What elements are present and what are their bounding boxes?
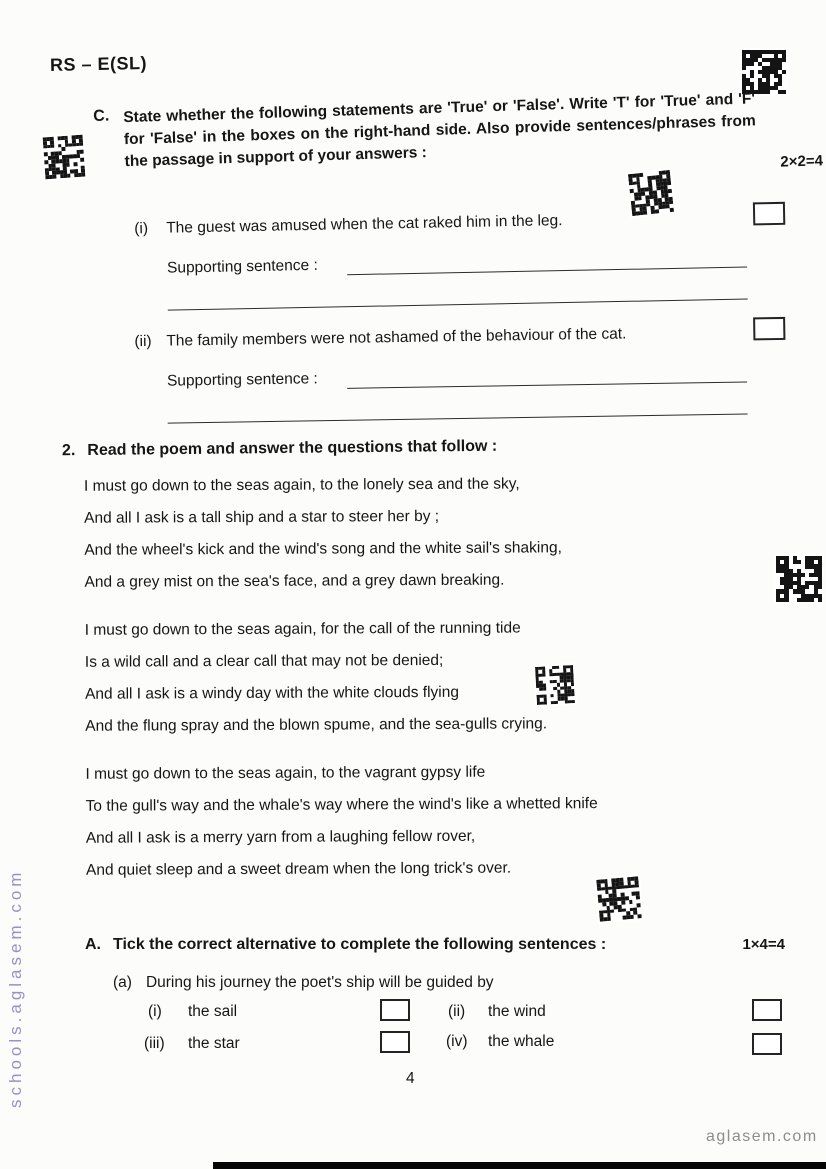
question-2-instruction: Read the poem and answer the questions that follow : bbox=[87, 437, 498, 460]
option-iv-text: the whale bbox=[488, 1033, 555, 1050]
supporting-sentence-label-ii: Supporting sentence : bbox=[166, 370, 318, 390]
poem bbox=[84, 474, 766, 894]
qr-code-icon bbox=[776, 556, 822, 602]
poem-line: And all I ask is a merry yarn from a laughing fellow rover, bbox=[85, 827, 476, 847]
poem-line: I must go down to the seas again, to the vagrant gypsy life bbox=[85, 763, 486, 783]
poem-line: And the flung spray and the blown spume, and the sea-gulls crying. bbox=[85, 715, 548, 735]
poem-line: And the wheel's kick and the wind's song and the white sail's shaking, bbox=[84, 539, 562, 559]
option-iv-tick-box[interactable] bbox=[752, 1033, 782, 1055]
poem-line: I must go down to the seas again, to the lonely sea and the sky, bbox=[83, 475, 520, 495]
option-i-text: the sail bbox=[188, 1003, 238, 1020]
watermark-schools-aglasem: schools.aglasem.com bbox=[6, 868, 25, 1108]
poem-stanza-2 bbox=[85, 618, 766, 736]
sub-question-text: During his journey the poet's ship will be guided by bbox=[145, 974, 494, 991]
poem-stanza-3 bbox=[85, 762, 766, 880]
question-a-label: A. bbox=[85, 936, 101, 953]
true-false-box-ii[interactable] bbox=[753, 317, 785, 340]
option-ii-text: the wind bbox=[488, 1003, 546, 1020]
watermark-aglasem: aglasem.com bbox=[706, 1128, 818, 1145]
paper-code: RS – E(SL) bbox=[49, 52, 148, 76]
statement-item-i bbox=[134, 208, 791, 321]
option-iv-label: (iv) bbox=[446, 1033, 468, 1050]
option-i-tick-box[interactable] bbox=[380, 999, 410, 1021]
scan-edge-bar bbox=[213, 1162, 826, 1169]
option-iii-tick-box[interactable] bbox=[380, 1031, 410, 1053]
answer-line[interactable] bbox=[167, 400, 747, 424]
option-ii-tick-box[interactable] bbox=[752, 999, 782, 1021]
question-2-header bbox=[62, 438, 497, 461]
sub-question-label: (a) bbox=[113, 974, 132, 991]
poem-stanza-1 bbox=[84, 474, 765, 592]
qr-code-icon bbox=[43, 135, 86, 180]
poem-line: And all I ask is a windy day with the white clouds flying bbox=[85, 683, 460, 703]
poem-line: To the gull's way and the whale's way where the wind's like a whetted knife bbox=[85, 795, 598, 815]
poem-line: And all I ask is a tall ship and a star to steer her by ; bbox=[84, 507, 440, 527]
option-iii-text: the star bbox=[188, 1035, 240, 1052]
option-i-label: (i) bbox=[148, 1003, 162, 1020]
question-2-number: 2. bbox=[61, 442, 76, 460]
option-ii-label: (ii) bbox=[448, 1003, 466, 1020]
question-a-instruction: Tick the correct alternative to complete the following sentences : bbox=[113, 936, 607, 953]
page-number: 4 bbox=[406, 1070, 415, 1087]
question-c-marks: 2×2=4 bbox=[780, 152, 824, 171]
poem-line: Is a wild call and a clear call that may not be denied; bbox=[84, 651, 444, 671]
statement-item-ii bbox=[134, 323, 790, 433]
poem-line: I must go down to the seas again, for the call of the running tide bbox=[84, 619, 521, 639]
answer-line[interactable] bbox=[347, 249, 747, 276]
statement-ii-label: (ii) bbox=[134, 332, 152, 351]
statement-i-text: The guest was amused when the cat raked him in the leg. bbox=[166, 212, 563, 237]
statement-i-label: (i) bbox=[134, 220, 149, 238]
answer-line[interactable] bbox=[347, 364, 747, 389]
true-false-box-i[interactable] bbox=[753, 202, 785, 226]
question-c-header bbox=[93, 88, 824, 174]
question-c-label: C. bbox=[93, 107, 110, 126]
answer-line[interactable] bbox=[168, 285, 748, 311]
statement-ii-text: The family members were not ashamed of the behaviour of the cat. bbox=[166, 325, 627, 350]
option-iii-label: (iii) bbox=[144, 1035, 165, 1052]
poem-line: And quiet sleep and a sweet dream when the long trick's over. bbox=[85, 859, 512, 879]
question-a-sub-a bbox=[113, 974, 494, 992]
question-c-instruction: State whether the following statements are 'True' or 'False'. Write 'T' for 'True' and 'F' for 'False' in the boxes on the right-hand side. Also provide sentences/phrases from the passage in support of your answers : bbox=[123, 90, 756, 171]
poem-line: And a grey mist on the sea's face, and a grey dawn breaking. bbox=[84, 571, 505, 591]
options-group bbox=[144, 1003, 788, 1063]
supporting-sentence-label-i: Supporting sentence : bbox=[166, 256, 318, 277]
qr-code-icon bbox=[742, 50, 786, 94]
question-a-marks: 1×4=4 bbox=[742, 936, 785, 953]
